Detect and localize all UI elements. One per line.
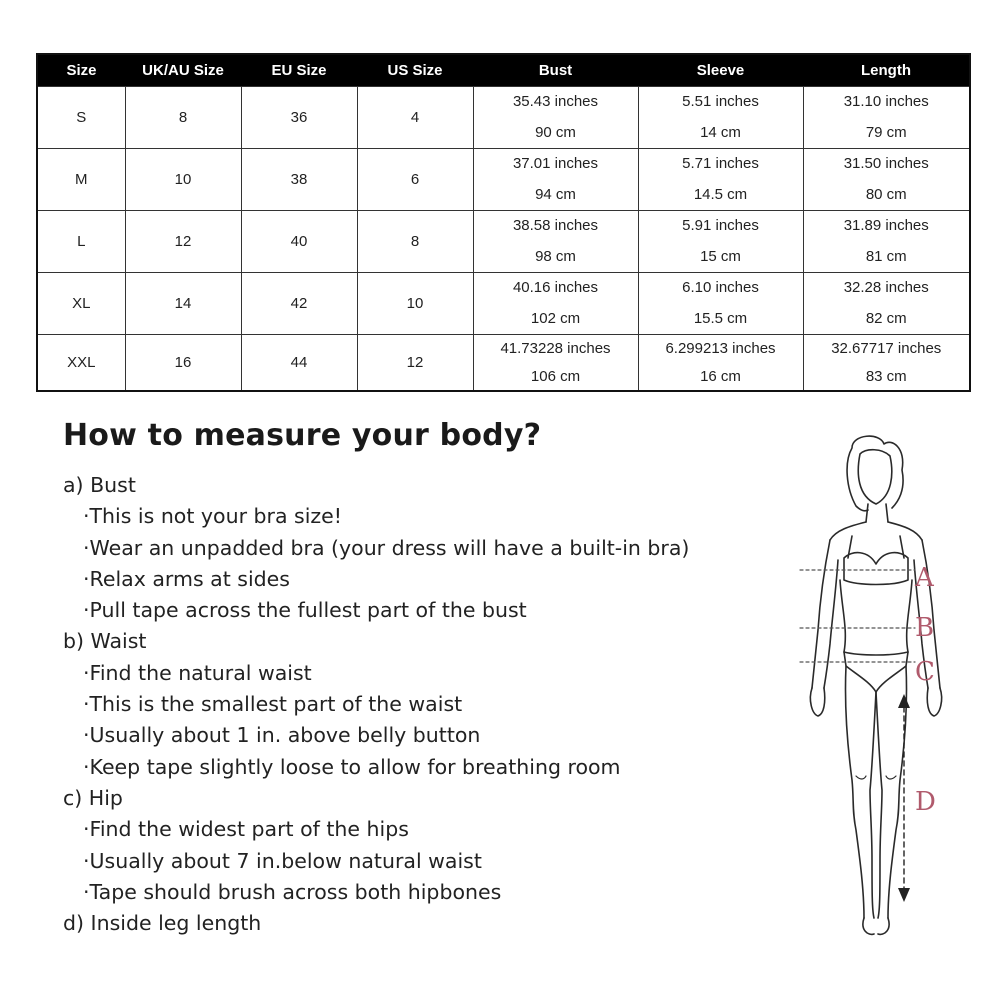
table-row bbox=[37, 87, 970, 149]
size-chart-header bbox=[37, 54, 970, 87]
cell-us-size: 6 bbox=[357, 149, 473, 211]
cell-size: XXL bbox=[37, 335, 125, 392]
left-arm-outline bbox=[812, 540, 838, 688]
cell-length bbox=[803, 149, 970, 211]
bra-outline bbox=[844, 536, 908, 585]
bust-inches: 35.43 inches bbox=[512, 93, 599, 111]
label-b: B bbox=[915, 613, 935, 643]
cell-uk-size: 8 bbox=[125, 87, 241, 149]
head-outline bbox=[858, 450, 892, 504]
guide-line: ·Tape should brush across both hipbones bbox=[83, 879, 502, 904]
length-inches: 32.67717 inches bbox=[831, 340, 942, 358]
label-d: D bbox=[915, 787, 936, 817]
body-sides-outline bbox=[840, 580, 912, 652]
cell-sleeve bbox=[638, 335, 803, 392]
knee-marks bbox=[856, 776, 896, 779]
bust-inches: 37.01 inches bbox=[512, 155, 599, 173]
bust-cm: 94 cm bbox=[535, 185, 576, 203]
sleeve-inches: 6.10 inches bbox=[682, 279, 759, 297]
sleeve-inches: 5.51 inches bbox=[682, 93, 759, 111]
label-a: A bbox=[915, 563, 934, 593]
feet-outline bbox=[863, 918, 889, 934]
length-cm: 82 cm bbox=[865, 309, 907, 327]
briefs-outline bbox=[844, 652, 908, 692]
measure-guide-list bbox=[63, 470, 763, 939]
size-chart-table bbox=[36, 53, 971, 392]
table-row bbox=[37, 211, 970, 273]
guide-line: ·Pull tape across the fullest part of the bust bbox=[83, 598, 527, 623]
cell-bust bbox=[473, 211, 638, 273]
header-size: Size bbox=[37, 54, 125, 87]
guide-line: ·Wear an unpadded bra (your dress will have a built-in bra) bbox=[83, 535, 690, 560]
left-hand-outline bbox=[810, 688, 824, 716]
length-inches: 31.10 inches bbox=[843, 93, 929, 111]
guide-line: ·This is the smallest part of the waist bbox=[83, 692, 463, 717]
cell-sleeve bbox=[638, 273, 803, 335]
neck-outline bbox=[866, 504, 888, 522]
cell-length bbox=[803, 87, 970, 149]
cell-eu-size: 42 bbox=[241, 273, 357, 335]
cell-uk-size: 16 bbox=[125, 335, 241, 392]
cell-size: M bbox=[37, 149, 125, 211]
length-cm: 81 cm bbox=[865, 247, 907, 265]
guide-section-waist: b) Waist bbox=[63, 629, 147, 654]
measure-guide-title: How to measure your body? bbox=[63, 418, 542, 453]
cell-eu-size: 44 bbox=[241, 335, 357, 392]
cell-sleeve bbox=[638, 211, 803, 273]
sleeve-cm: 14.5 cm bbox=[693, 185, 748, 203]
guide-section-hip: c) Hip bbox=[63, 785, 123, 810]
sleeve-inches: 5.91 inches bbox=[682, 217, 759, 235]
header-uk-au-size: UK/AU Size bbox=[125, 54, 241, 87]
label-c: C bbox=[915, 657, 935, 687]
table-row bbox=[37, 273, 970, 335]
cell-eu-size: 38 bbox=[241, 149, 357, 211]
sleeve-cm: 14 cm bbox=[700, 123, 741, 141]
cell-us-size: 10 bbox=[357, 273, 473, 335]
header-length: Length bbox=[803, 54, 970, 87]
cell-bust bbox=[473, 335, 638, 392]
hair-outline bbox=[847, 436, 903, 511]
length-cm: 79 cm bbox=[865, 123, 907, 141]
cell-length bbox=[803, 273, 970, 335]
length-inches: 31.50 inches bbox=[843, 155, 929, 173]
cell-size: XL bbox=[37, 273, 125, 335]
bust-cm: 106 cm bbox=[530, 367, 581, 385]
length-cm: 83 cm bbox=[865, 367, 907, 385]
bust-inches: 38.58 inches bbox=[512, 217, 599, 235]
cell-eu-size: 40 bbox=[241, 211, 357, 273]
bust-cm: 102 cm bbox=[530, 309, 581, 327]
bust-cm: 98 cm bbox=[535, 247, 576, 265]
header-sleeve: Sleeve bbox=[638, 54, 803, 87]
table-row bbox=[37, 335, 970, 392]
header-eu-size: EU Size bbox=[241, 54, 357, 87]
cell-bust bbox=[473, 149, 638, 211]
cell-us-size: 4 bbox=[357, 87, 473, 149]
cell-size: S bbox=[37, 87, 125, 149]
sleeve-inches: 5.71 inches bbox=[682, 155, 759, 173]
guide-section-inside-leg: d) Inside leg length bbox=[63, 911, 262, 936]
guide-line: ·Keep tape slightly loose to allow for breathing room bbox=[83, 754, 621, 779]
sleeve-cm: 16 cm bbox=[700, 367, 741, 385]
bust-cm: 90 cm bbox=[535, 123, 576, 141]
sleeve-inches: 6.299213 inches bbox=[665, 340, 776, 358]
arrow-down-icon bbox=[898, 888, 910, 902]
cell-length bbox=[803, 335, 970, 392]
sleeve-cm: 15.5 cm bbox=[693, 309, 748, 327]
cell-eu-size: 36 bbox=[241, 87, 357, 149]
guide-line: ·Find the natural waist bbox=[83, 660, 312, 685]
guide-line: ·Relax arms at sides bbox=[83, 566, 290, 591]
torso-outline bbox=[830, 522, 922, 540]
length-inches: 32.28 inches bbox=[843, 279, 929, 297]
guide-line: ·Usually about 7 in.below natural waist bbox=[83, 848, 482, 873]
body-measurement-figure bbox=[760, 430, 1000, 950]
cell-uk-size: 10 bbox=[125, 149, 241, 211]
guide-line: ·This is not your bra size! bbox=[83, 504, 343, 529]
cell-uk-size: 12 bbox=[125, 211, 241, 273]
sleeve-cm: 15 cm bbox=[700, 247, 741, 265]
table-row bbox=[37, 149, 970, 211]
guide-section-bust: a) Bust bbox=[63, 473, 136, 497]
cell-us-size: 8 bbox=[357, 211, 473, 273]
cell-size: L bbox=[37, 211, 125, 273]
cell-length bbox=[803, 211, 970, 273]
guide-line: ·Usually about 1 in. above belly button bbox=[83, 723, 481, 748]
cell-uk-size: 14 bbox=[125, 273, 241, 335]
bust-inches: 40.16 inches bbox=[512, 279, 599, 297]
cell-us-size: 12 bbox=[357, 335, 473, 392]
length-cm: 80 cm bbox=[865, 185, 907, 203]
header-us-size: US Size bbox=[357, 54, 473, 87]
arrow-up-icon bbox=[898, 694, 910, 708]
left-leg-outline bbox=[845, 666, 876, 918]
bust-inches: 41.73228 inches bbox=[500, 340, 611, 358]
cell-sleeve bbox=[638, 149, 803, 211]
header-bust: Bust bbox=[473, 54, 638, 87]
cell-sleeve bbox=[638, 87, 803, 149]
cell-bust bbox=[473, 87, 638, 149]
right-hand-outline bbox=[927, 688, 941, 716]
guide-line: ·Find the widest part of the hips bbox=[83, 817, 409, 842]
length-inches: 31.89 inches bbox=[843, 217, 929, 235]
cell-bust bbox=[473, 273, 638, 335]
